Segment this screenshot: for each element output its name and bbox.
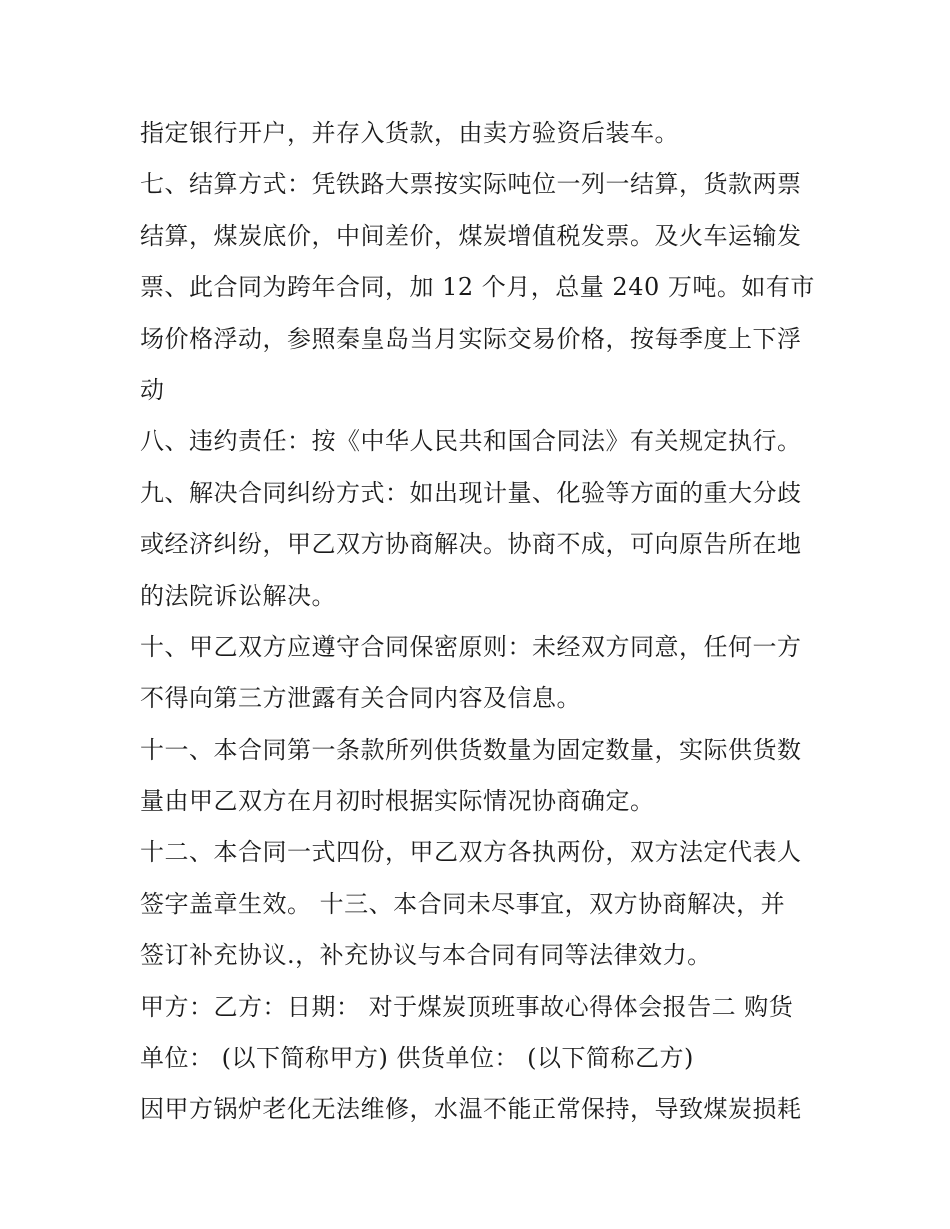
text-line: 因甲方锅炉老化无法维修，水温不能正常保持，导致煤炭损耗	[140, 1095, 802, 1124]
text-line: 或经济纠纷，甲乙双方协商解决。协商不成，可向原告所在地	[140, 530, 802, 559]
text-line: 十、甲乙双方应遵守合同保密原则：未经双方同意，任何一方	[140, 632, 802, 661]
text-line: 七、结算方式：凭铁路大票按实际吨位一列一结算，货款两票	[140, 170, 802, 199]
text-line: 单位： (以下简称甲方) 供货单位： (以下简称乙方)	[140, 1044, 694, 1073]
contract-body	[140, 108, 820, 1136]
text-line: 十一、本合同第一条款所列供货数量为固定数量，实际供货数	[140, 735, 802, 764]
text-line: 签字盖章生效。 十三、本合同未尽事宜，双方协商解决，并	[140, 889, 786, 918]
text-line: 量由甲乙双方在月初时根据实际情况协商确定。	[140, 787, 655, 816]
text-line: 不得向第三方泄露有关合同内容及信息。	[140, 684, 581, 713]
text-line: 的法院诉讼解决。	[140, 581, 336, 610]
text-line: 签订补充协议.，补充协议与本合同有同等法律效力。	[140, 941, 712, 970]
text-line: 八、违约责任：按《中华人民共和国合同法》有关规定执行。	[140, 427, 802, 456]
text-line: 甲方：乙方：日期： 对于煤炭顶班事故心得体会报告二 购货	[140, 992, 794, 1021]
text-line: 指定银行开户，并存入货款，由卖方验资后装车。	[140, 119, 679, 147]
text-line: 结算，煤炭底价，中间差价，煤炭增值税发票。及火车运输发	[140, 221, 802, 250]
text-line: 场价格浮动，参照秦皇岛当月实际交易价格，按每季度上下浮	[140, 324, 802, 353]
text-line: 动	[140, 375, 165, 404]
text-line: 十二、本合同一式四份，甲乙双方各执两份，双方法定代表人	[140, 838, 802, 867]
text-line: 九、解决合同纠纷方式：如出现计量、化验等方面的重大分歧	[140, 478, 802, 507]
text-line: 票、此合同为跨年合同，加 12 个月，总量 240 万吨。如有市	[140, 273, 815, 302]
